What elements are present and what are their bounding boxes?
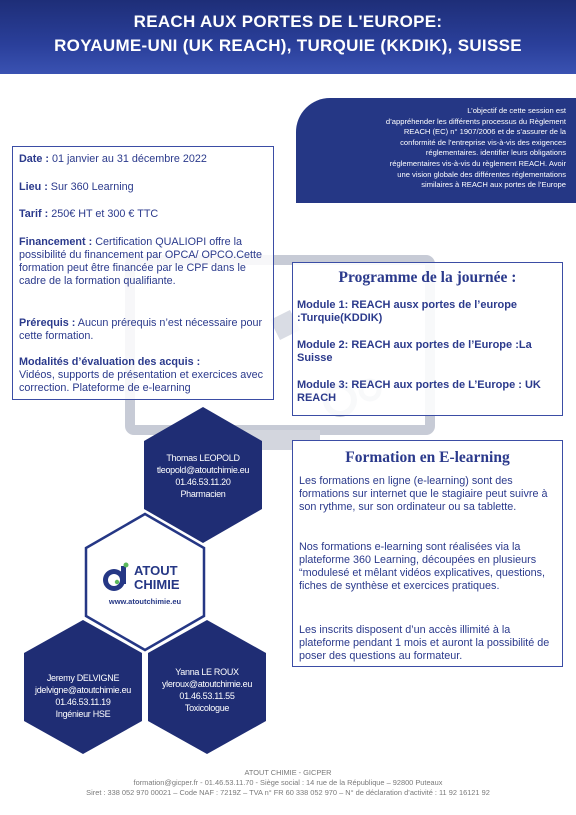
module-3: Module 3: REACH aux portes de L’Europe : UK REACH bbox=[297, 379, 541, 404]
footer bbox=[0, 768, 576, 798]
contact-name: Yanna LE ROUX bbox=[175, 667, 239, 677]
contact-phone: 01.46.53.11.20 bbox=[175, 477, 231, 487]
logo-text-atout: ATOUT bbox=[134, 563, 178, 578]
tarif-row bbox=[19, 208, 269, 221]
modalites-row bbox=[19, 356, 269, 395]
logo-text-chimie: CHIMIE bbox=[134, 577, 180, 592]
contact-name: Jeremy DELVIGNE bbox=[46, 673, 120, 683]
lieu-value: Sur 360 Learning bbox=[47, 181, 134, 193]
objective-line: L’objectif de cette session est bbox=[467, 106, 566, 115]
elearning-paragraph-3: Les inscrits disposent d’un accès illimité à la plateforme pendant 1 mois et auront la possibilité de poser des questions au formateur. bbox=[299, 624, 550, 662]
contact-email: jdelvigne@atoutchimie.eu bbox=[35, 685, 131, 695]
prerequis-value: Aucun prérequis n’est nécessaire pour cette formation. bbox=[19, 317, 263, 342]
programme-box bbox=[292, 262, 563, 416]
contact-role: Toxicologue bbox=[184, 703, 230, 713]
contact-email: yleroux@atoutchimie.eu bbox=[161, 679, 253, 689]
objective-line: réglementaires. identifier leurs obligations bbox=[425, 148, 566, 158]
footer-org: ATOUT CHIMIE - GICPER bbox=[244, 768, 332, 777]
date-row bbox=[19, 153, 269, 166]
objective-line: REACH (EC) n° 1907/2006 et de s’assurer de la bbox=[403, 127, 566, 137]
financement-row bbox=[19, 236, 269, 288]
title-line-2: ROYAUME-UNI (UK REACH), TURQUIE (KKDIK), SUISSE bbox=[54, 36, 522, 55]
contact-role: Ingénieur HSE bbox=[55, 709, 111, 719]
objective-line: conformité de l’entreprise vis-à-vis des exigences bbox=[400, 137, 566, 147]
programme-title: Programme de la journée : bbox=[338, 269, 517, 286]
date-label: Date : bbox=[19, 153, 49, 165]
header-banner bbox=[0, 0, 576, 74]
footer-contact: formation@gicper.fr - 01.46.53.11.70 - Siège social : 14 rue de la République – 92800 Puteaux bbox=[133, 778, 443, 787]
module-2: Module 2: REACH aux portes de l’Europe :La Suisse bbox=[297, 339, 532, 364]
lieu-row bbox=[19, 181, 269, 194]
contact-phone: 01.46.53.11.55 bbox=[179, 691, 235, 701]
lieu-label: Lieu : bbox=[19, 181, 48, 193]
modalites-label: Modalités d’évaluation des acquis : bbox=[19, 356, 201, 368]
elearning-box bbox=[292, 440, 563, 667]
tarif-value: 250€ HT et 300 € TTC bbox=[48, 208, 159, 220]
financement-value: Certification QUALIOPI offre la possibilité du financement par OPCA/ OPCO.Cette formation peut être financée par le CPF dans le cadre de la formation qualifiante. bbox=[19, 236, 263, 287]
contact-phone: 01.46.53.11.19 bbox=[55, 697, 111, 707]
financement-label: Financement : bbox=[19, 236, 93, 248]
title-line-1: REACH AUX PORTES DE L'EUROPE: bbox=[133, 12, 443, 31]
course-info-box bbox=[12, 146, 274, 400]
date-value: 01 janvier au 31 décembre 2022 bbox=[49, 153, 207, 165]
prerequis-label: Prérequis : bbox=[19, 317, 76, 329]
contact-hex-delvigne bbox=[24, 620, 142, 754]
objective-line: réglementaires vis-à-vis du règlement REACH. Avoir bbox=[389, 158, 566, 168]
contact-hex-leroux bbox=[148, 620, 266, 754]
elearning-paragraph-1: Les formations en ligne (e-learning) sont des formations sur internet que le stagiaire peut suivre à son rythme, sur son ordinateur ou sa tablette. bbox=[299, 475, 548, 513]
modalites-value: Vidéos, supports de présentation et exercices avec correction. Plateforme de e-learning bbox=[19, 369, 264, 394]
objective-line: une vision globale des différentes réglementations bbox=[397, 169, 566, 179]
contact-email: tleopold@atoutchimie.eu bbox=[156, 465, 250, 475]
contact-role: Pharmacien bbox=[180, 489, 226, 499]
tarif-label: Tarif : bbox=[19, 208, 49, 220]
objective-line: d’appréhender les différents processus du Règlement bbox=[385, 116, 566, 126]
contact-name: Thomas LEOPOLD bbox=[166, 453, 240, 463]
flask-logo-icon bbox=[102, 562, 132, 592]
prerequis-row bbox=[19, 317, 269, 343]
objective-text bbox=[308, 106, 566, 191]
footer-legal: Siret : 338 052 970 00021 – Code NAF : 7219Z – TVA n° FR 60 338 052 970 – N° de déclaration d’activité : 11 92 16121 92 bbox=[86, 788, 490, 797]
elearning-title: Formation en E-learning bbox=[345, 449, 510, 466]
elearning-paragraph-2: Nos formations e-learning sont réalisées via la plateforme 360 Learning, découpées en plusieurs “modulesé et mêlant vidéos explicatives, questions, fiches de synthèse et exercices pratiques. bbox=[299, 541, 546, 592]
module-1: Module 1: REACH ausx portes de l’europe :Turquie(KDDIK) bbox=[297, 299, 518, 324]
page-title bbox=[0, 10, 576, 58]
objective-box bbox=[296, 98, 576, 203]
logo-url: www.atoutchimie.eu bbox=[108, 597, 182, 606]
objective-line: similaires à REACH aux portes de l’Europe bbox=[421, 180, 566, 190]
